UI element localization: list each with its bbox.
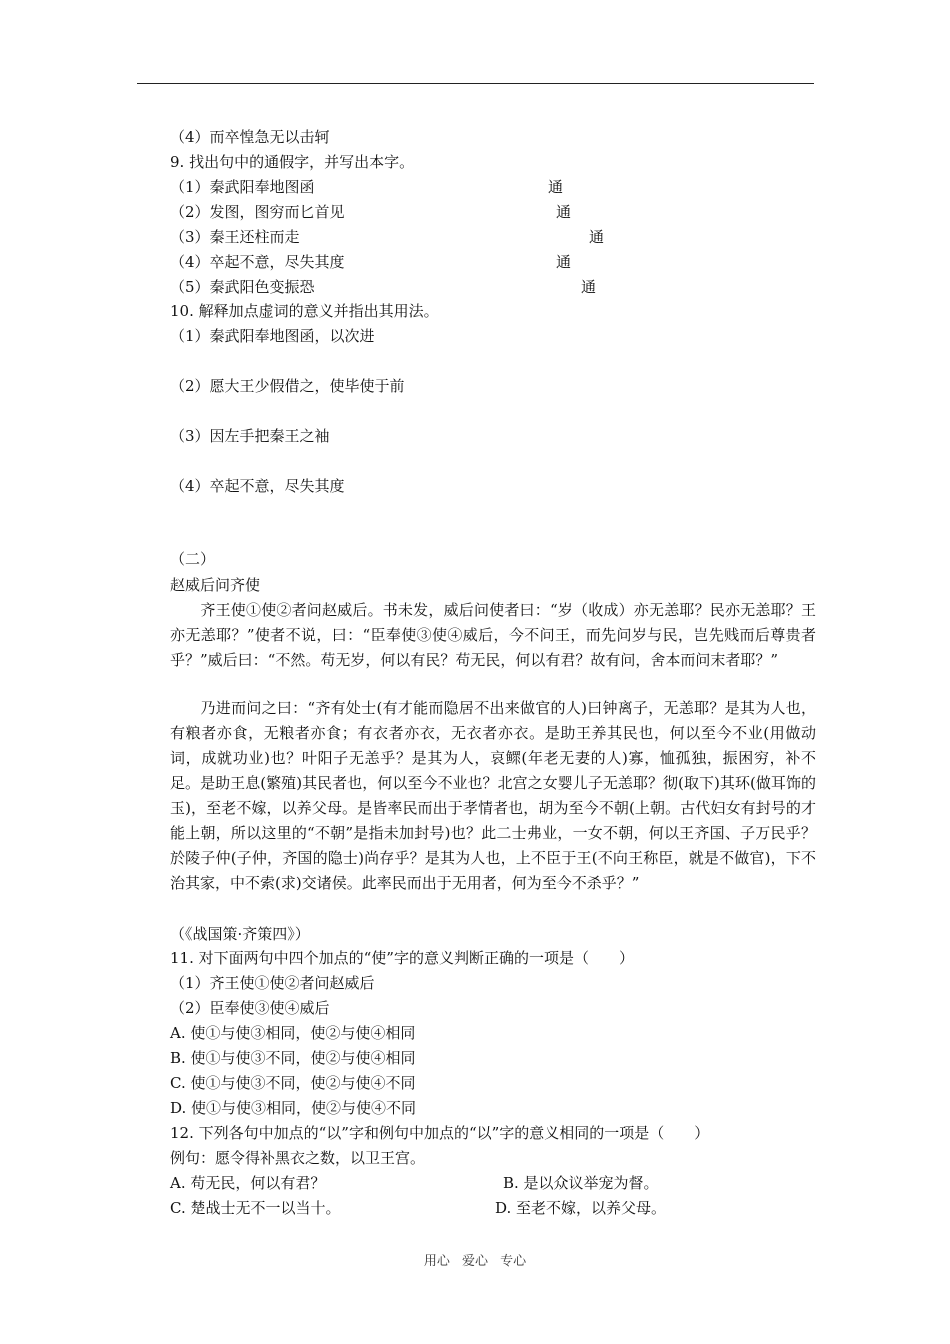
q12-option-c: C. 楚战士无不一以当十。: [170, 1199, 341, 1217]
footer-word-3: 专心: [500, 1254, 527, 1269]
q11-sentence-2: （2）臣奉使③使④威后: [170, 999, 330, 1017]
q9-tong-2: 通: [556, 203, 572, 221]
passage-paragraph-1: 齐王使①使②者问赵威后。书未发，威后问使者曰：“岁（收成）亦无恙耶？民亦无恙耶？王亦无恙耶？”使者不说，曰：“臣奉使③使④威后，今不问王，而先问岁与民，岂先贱而后尊贵者乎？”威后曰：“不然。苟无岁，何以有民？苟无民，何以有君？故有问，舍本而问末者耶？”: [170, 601, 816, 669]
q10-item-4: （4）卒起不意，尽失其度: [170, 477, 345, 495]
passage-source: （《战国策·齐策四》）: [170, 925, 310, 943]
q12-option-a: A. 苟无民，何以有君？: [170, 1174, 326, 1192]
q9-tong-3: 通: [589, 228, 605, 246]
q12-example: 例句：愿令得补黑衣之数，以卫王宫。: [170, 1149, 426, 1167]
q9-item-2: （2）发图，图穷而匕首见: [170, 203, 345, 221]
q12-option-d: D. 至老不嫁，以养父母。: [495, 1199, 667, 1217]
page-footer: [0, 1250, 950, 1269]
q9-item-4: （4）卒起不意，尽失其度: [170, 253, 345, 271]
part2-label: （二）: [170, 550, 216, 568]
footer-word-2: 爱心: [461, 1254, 488, 1269]
q10-item-2: （2）愿大王少假借之，使毕使于前: [170, 377, 405, 395]
q9-tong-1: 通: [548, 178, 564, 196]
q10-item-1: （1）秦武阳奉地图函，以次进: [170, 327, 375, 345]
q11-option-d: D. 使①与使③相同，使②与使④不同: [170, 1099, 417, 1117]
q11-option-c: C. 使①与使③不同，使②与使④不同: [170, 1074, 416, 1092]
q10-item-3: （3）因左手把秦王之袖: [170, 427, 330, 445]
q12-option-b: B. 是以众议举宠为督。: [503, 1174, 659, 1192]
q9-item-3: （3）秦王还柱而走: [170, 228, 300, 246]
q9-item-1: （1）秦武阳奉地图函: [170, 178, 315, 196]
q9-tong-4: 通: [556, 253, 572, 271]
q11-sentence-1: （1）齐王使①使②者问赵威后: [170, 974, 375, 992]
passage-paragraph-2: 乃进而问之曰：“齐有处士(有才能而隐居不出来做官的人)曰钟离子，无恙耶？是其为人也，有粮者亦食，无粮者亦食；有衣者亦衣，无衣者亦衣。是助王养其民也，何以至今不业(用做动词，成就功业)也？叶阳子无恙乎？是其为人，哀鳏(年老无妻的人)寡，恤孤独，振困穷，补不足。是助王息(繁殖)其民者也，何以至今不业也？北宫之女婴儿子无恙耶？彻(取下)其环(做耳饰的玉)，至老不嫁，以养父母。是皆率民而出于孝情者也，胡为至今不朝(上朝。古代妇女有封号的才能上朝，所以这里的“不朝”是指未加封号)也？此二士弗业，一女不朝，何以王齐国、子万民乎？於陵子仲(子仲，齐国的隐士)尚存乎？是其为人也，上不臣于王(不向王称臣，就是不做官)，下不治其家，中不索(求)交诸侯。此率民而出于无用者，何为至今不杀乎？”: [170, 699, 816, 892]
header-rule: [137, 83, 814, 84]
q12-stem: 12. 下列各句中加点的“以”字和例句中加点的“以”字的意义相同的一项是（ ）: [170, 1124, 710, 1142]
q10-heading: 10. 解释加点虚词的意义并指出其用法。: [170, 302, 439, 320]
q9-tong-5: 通: [581, 278, 597, 296]
footer-word-1: 用心: [423, 1254, 450, 1269]
q11-option-b: B. 使①与使③不同，使②与使④相同: [170, 1049, 416, 1067]
q9-heading: 9. 找出句中的通假字，并写出本字。: [170, 153, 415, 171]
q8-item-4: （4）而卒惶急无以击轲: [170, 128, 330, 146]
q9-item-5: （5）秦武阳色变振恐: [170, 278, 315, 296]
q11-option-a: A. 使①与使③相同，使②与使④相同: [170, 1024, 416, 1042]
passage-title: 赵威后问齐使: [170, 576, 261, 594]
q11-stem: 11. 对下面两句中四个加点的“使”字的意义判断正确的一项是（ ）: [170, 949, 634, 967]
